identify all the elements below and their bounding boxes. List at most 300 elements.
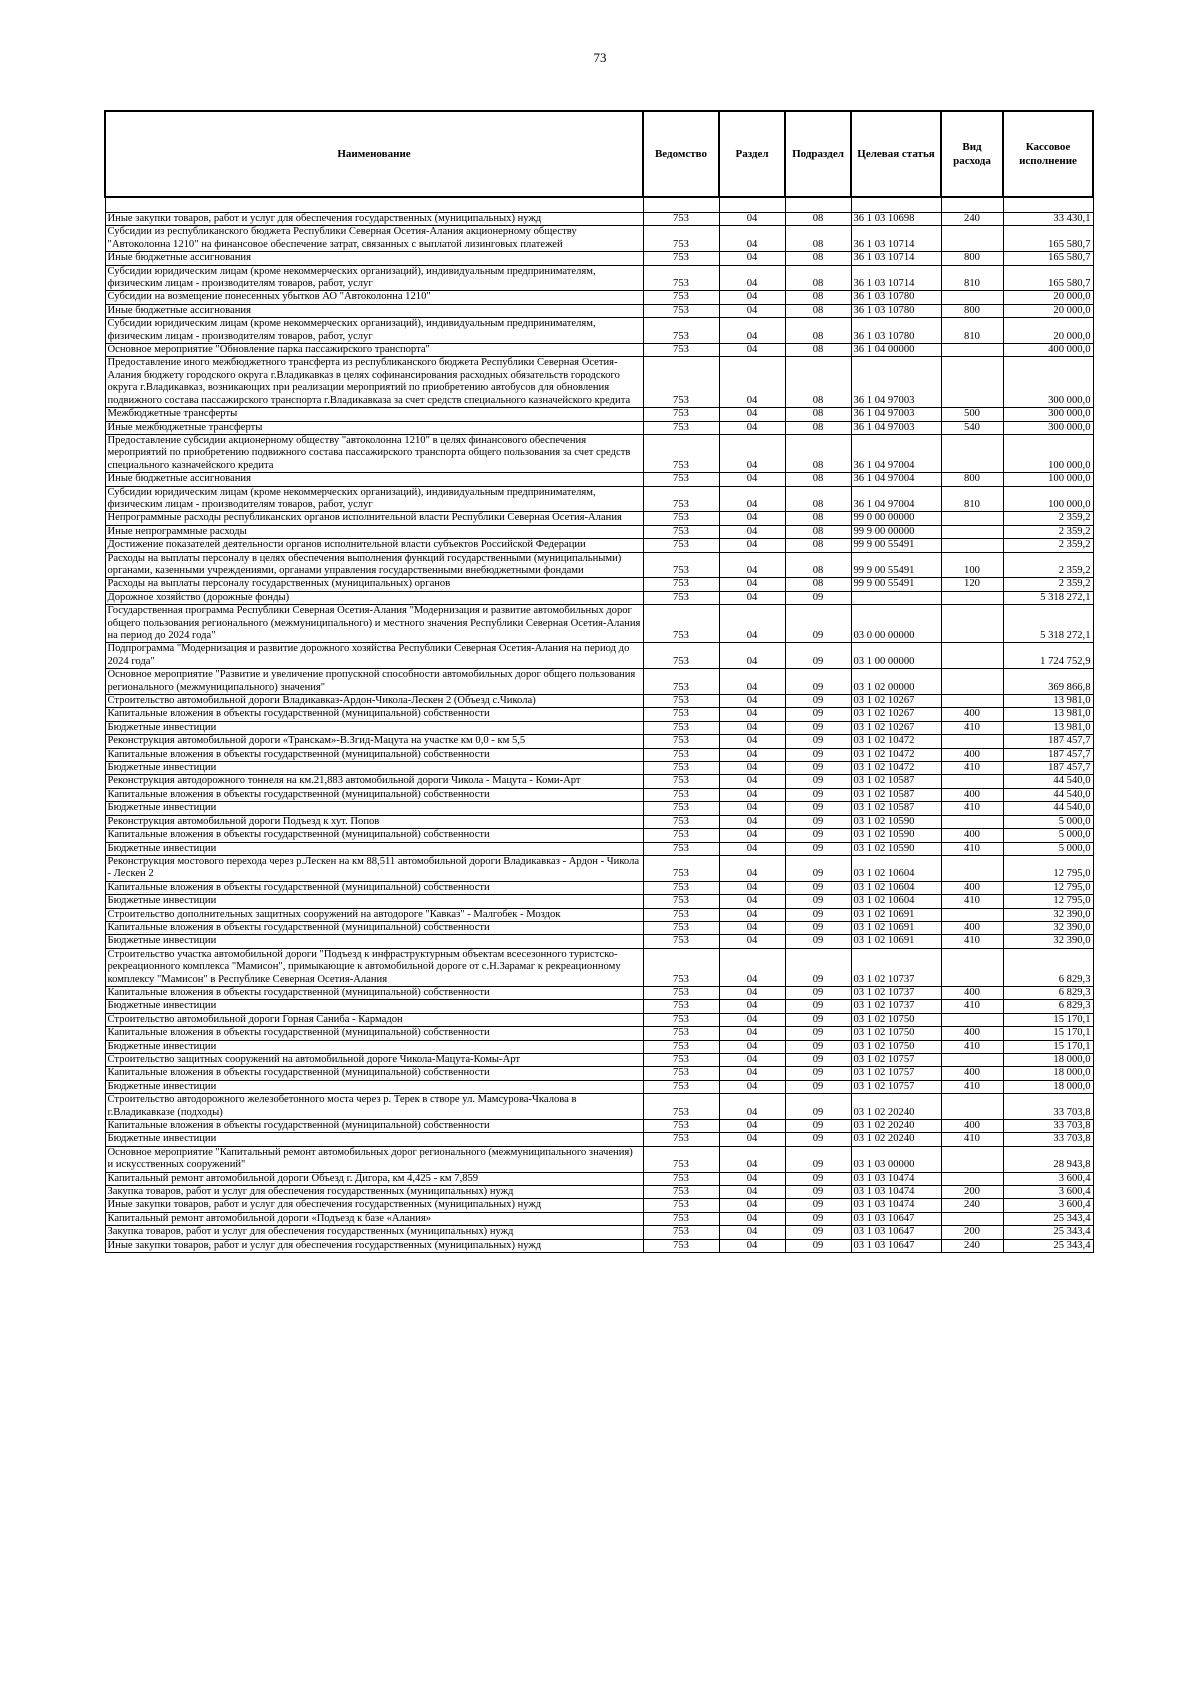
row-subsection: 09 [785, 1212, 851, 1225]
row-name: Субсидии из республиканского бюджета Республики Северная Осетия-Алания акционерному обществу "Автоколонна 1210" на финансовое обеспечение затрат, связанных с выплатой лизинговых платежей [105, 226, 643, 252]
row-name: Капитальные вложения в объекты государственной (муниципальной) собственности [105, 1120, 643, 1133]
table-row [105, 525, 1093, 538]
row-target-article: 36 1 04 97004 [851, 486, 941, 512]
row-target-article: 99 9 00 55491 [851, 539, 941, 552]
row-section: 04 [719, 948, 785, 986]
row-name: Реконструкция автомобильной дороги Подъезд к хут. Попов [105, 815, 643, 828]
row-name: Достижение показателей деятельности органов исполнительной власти субъектов Российской Федерации [105, 539, 643, 552]
row-section: 04 [719, 1239, 785, 1252]
row-subsection: 08 [785, 318, 851, 344]
row-expense-type [941, 591, 1003, 604]
row-section: 04 [719, 748, 785, 761]
row-cash-execution: 18 000,0 [1003, 1080, 1093, 1093]
row-expense-type: 410 [941, 1133, 1003, 1146]
row-subsection: 09 [785, 1040, 851, 1053]
table-row [105, 252, 1093, 265]
table-row [105, 421, 1093, 434]
row-target-article: 03 1 02 10472 [851, 762, 941, 775]
row-section: 04 [719, 539, 785, 552]
row-expense-type [941, 291, 1003, 304]
row-expense-type: 800 [941, 473, 1003, 486]
row-target-article: 03 1 02 10267 [851, 695, 941, 708]
row-expense-type: 800 [941, 304, 1003, 317]
row-expense-type: 400 [941, 881, 1003, 894]
row-section: 04 [719, 986, 785, 999]
row-section: 04 [719, 304, 785, 317]
table-row [105, 408, 1093, 421]
row-department: 753 [643, 1067, 719, 1080]
row-section: 04 [719, 1172, 785, 1185]
row-subsection: 09 [785, 643, 851, 669]
row-expense-type: 400 [941, 986, 1003, 999]
row-subsection: 09 [785, 788, 851, 801]
row-section: 04 [719, 318, 785, 344]
row-subsection: 09 [785, 855, 851, 881]
row-name: Иные непрограммные расходы [105, 525, 643, 538]
row-subsection: 09 [785, 721, 851, 734]
table-row [105, 1199, 1093, 1212]
budget-table [104, 110, 1094, 1253]
row-target-article: 03 1 03 00000 [851, 1146, 941, 1172]
row-target-article: 03 1 02 10267 [851, 708, 941, 721]
row-expense-type: 240 [941, 1239, 1003, 1252]
row-target-article: 36 1 04 97003 [851, 408, 941, 421]
row-target-article: 03 1 02 10587 [851, 775, 941, 788]
row-name: Капитальные вложения в объекты государственной (муниципальной) собственности [105, 1067, 643, 1080]
row-name: Иные бюджетные ассигнования [105, 304, 643, 317]
row-department: 753 [643, 986, 719, 999]
row-subsection: 09 [785, 605, 851, 643]
row-section: 04 [719, 1133, 785, 1146]
row-expense-type [941, 948, 1003, 986]
row-expense-type [941, 434, 1003, 472]
row-target-article: 03 1 02 00000 [851, 669, 941, 695]
row-cash-execution: 2 359,2 [1003, 552, 1093, 578]
row-department: 753 [643, 1054, 719, 1067]
row-department: 753 [643, 908, 719, 921]
row-expense-type: 500 [941, 408, 1003, 421]
row-cash-execution: 33 703,8 [1003, 1094, 1093, 1120]
row-department: 753 [643, 252, 719, 265]
row-section: 04 [719, 525, 785, 538]
row-subsection: 08 [785, 265, 851, 291]
table-row [105, 842, 1093, 855]
row-expense-type: 400 [941, 1120, 1003, 1133]
spacer-row [105, 197, 1093, 213]
row-department: 753 [643, 318, 719, 344]
row-target-article: 03 1 02 10737 [851, 1000, 941, 1013]
table-row [105, 775, 1093, 788]
row-expense-type [941, 695, 1003, 708]
row-target-article: 03 1 03 10474 [851, 1199, 941, 1212]
row-subsection: 09 [785, 735, 851, 748]
row-expense-type: 410 [941, 762, 1003, 775]
table-row [105, 304, 1093, 317]
table-row [105, 226, 1093, 252]
row-subsection: 08 [785, 434, 851, 472]
row-department: 753 [643, 1094, 719, 1120]
row-target-article: 03 1 02 10590 [851, 829, 941, 842]
row-target-article: 03 1 02 10757 [851, 1054, 941, 1067]
table-row [105, 1172, 1093, 1185]
table-row [105, 1067, 1093, 1080]
table-row [105, 643, 1093, 669]
table-row [105, 788, 1093, 801]
row-name: Предоставление субсидии акционерному обществу "автоколонна 1210" в целях финансового обеспечения мероприятий по приобретению подвижного состава пассажирского транспорта общего пользования за счет средств специального казначейского кредита [105, 434, 643, 472]
row-department: 753 [643, 213, 719, 226]
table-row [105, 552, 1093, 578]
row-name: Предоставление иного межбюджетного трансферта из республиканского бюджета Республики Северная Осетия-Алания бюджету городского округа г.Владикавказ в целях софинансирования расходных обязательств городского округа г.Владикавказ, возникающих при реализации мероприятий по приобретению автобусов для обновления подвижного состава пассажирского транспорта г.Владикавказа за счет средств специального казначейского кредита [105, 357, 643, 408]
row-department: 753 [643, 735, 719, 748]
row-cash-execution: 6 829,3 [1003, 948, 1093, 986]
row-subsection: 09 [785, 802, 851, 815]
row-section: 04 [719, 1212, 785, 1225]
row-department: 753 [643, 1212, 719, 1225]
row-subsection: 09 [785, 842, 851, 855]
table-row [105, 213, 1093, 226]
row-cash-execution: 32 390,0 [1003, 908, 1093, 921]
row-cash-execution: 32 390,0 [1003, 935, 1093, 948]
row-section: 04 [719, 1080, 785, 1093]
row-department: 753 [643, 775, 719, 788]
row-cash-execution: 3 600,4 [1003, 1172, 1093, 1185]
row-expense-type: 800 [941, 252, 1003, 265]
table-row [105, 539, 1093, 552]
row-subsection: 09 [785, 695, 851, 708]
table-row [105, 318, 1093, 344]
row-cash-execution: 3 600,4 [1003, 1186, 1093, 1199]
row-name: Иные межбюджетные трансферты [105, 421, 643, 434]
row-section: 04 [719, 1199, 785, 1212]
table-row [105, 578, 1093, 591]
row-expense-type [941, 1094, 1003, 1120]
row-subsection: 08 [785, 357, 851, 408]
row-cash-execution: 33 703,8 [1003, 1120, 1093, 1133]
row-section: 04 [719, 421, 785, 434]
row-cash-execution: 20 000,0 [1003, 291, 1093, 304]
row-expense-type [941, 775, 1003, 788]
row-cash-execution: 2 359,2 [1003, 512, 1093, 525]
row-target-article: 36 1 03 10780 [851, 291, 941, 304]
row-name: Иные закупки товаров, работ и услуг для обеспечения государственных (муниципальных) нужд [105, 213, 643, 226]
row-department: 753 [643, 1080, 719, 1093]
row-subsection: 09 [785, 1013, 851, 1026]
row-subsection: 09 [785, 1094, 851, 1120]
row-cash-execution: 165 580,7 [1003, 226, 1093, 252]
row-cash-execution: 1 724 752,9 [1003, 643, 1093, 669]
row-section: 04 [719, 552, 785, 578]
row-expense-type: 200 [941, 1186, 1003, 1199]
table-row [105, 1226, 1093, 1239]
row-cash-execution: 25 343,4 [1003, 1239, 1093, 1252]
row-section: 04 [719, 881, 785, 894]
table-row [105, 1186, 1093, 1199]
row-subsection: 09 [785, 1133, 851, 1146]
row-expense-type: 400 [941, 788, 1003, 801]
row-expense-type [941, 908, 1003, 921]
row-cash-execution: 33 430,1 [1003, 213, 1093, 226]
row-section: 04 [719, 829, 785, 842]
row-expense-type: 410 [941, 1080, 1003, 1093]
row-cash-execution: 6 829,3 [1003, 986, 1093, 999]
row-expense-type [941, 669, 1003, 695]
row-cash-execution: 5 000,0 [1003, 815, 1093, 828]
page-number: 73 [593, 50, 607, 65]
row-department: 753 [643, 539, 719, 552]
row-target-article: 03 0 00 00000 [851, 605, 941, 643]
row-subsection: 09 [785, 1172, 851, 1185]
row-name: Бюджетные инвестиции [105, 1040, 643, 1053]
row-department: 753 [643, 357, 719, 408]
row-expense-type: 200 [941, 1226, 1003, 1239]
row-department: 753 [643, 344, 719, 357]
row-target-article: 99 0 00 00000 [851, 512, 941, 525]
row-department: 753 [643, 291, 719, 304]
row-section: 04 [719, 1040, 785, 1053]
row-department: 753 [643, 552, 719, 578]
row-department: 753 [643, 1172, 719, 1185]
row-target-article: 03 1 02 10750 [851, 1013, 941, 1026]
row-cash-execution: 2 359,2 [1003, 525, 1093, 538]
row-cash-execution: 13 981,0 [1003, 695, 1093, 708]
row-expense-type: 400 [941, 748, 1003, 761]
row-cash-execution: 25 343,4 [1003, 1226, 1093, 1239]
table-row [105, 986, 1093, 999]
row-subsection: 09 [785, 1146, 851, 1172]
row-department: 753 [643, 948, 719, 986]
row-cash-execution: 100 000,0 [1003, 473, 1093, 486]
row-subsection: 09 [785, 908, 851, 921]
row-target-article: 36 1 04 97003 [851, 421, 941, 434]
header-subsection: Подраздел [785, 111, 851, 197]
row-cash-execution: 300 000,0 [1003, 408, 1093, 421]
row-subsection: 09 [785, 708, 851, 721]
row-department: 753 [643, 788, 719, 801]
row-name: Бюджетные инвестиции [105, 895, 643, 908]
row-department: 753 [643, 591, 719, 604]
row-section: 04 [719, 486, 785, 512]
row-expense-type: 810 [941, 265, 1003, 291]
row-expense-type: 410 [941, 1040, 1003, 1053]
row-cash-execution: 2 359,2 [1003, 578, 1093, 591]
row-target-article: 03 1 02 10750 [851, 1027, 941, 1040]
row-name: Расходы на выплаты персоналу государственных (муниципальных) органов [105, 578, 643, 591]
row-department: 753 [643, 578, 719, 591]
row-subsection: 09 [785, 591, 851, 604]
row-name: Капитальные вложения в объекты государственной (муниципальной) собственности [105, 788, 643, 801]
row-cash-execution: 5 318 272,1 [1003, 605, 1093, 643]
row-department: 753 [643, 1186, 719, 1199]
row-cash-execution: 187 457,7 [1003, 735, 1093, 748]
row-target-article: 36 1 03 10714 [851, 265, 941, 291]
row-target-article: 99 9 00 55491 [851, 578, 941, 591]
row-target-article: 36 1 04 97003 [851, 357, 941, 408]
row-section: 04 [719, 708, 785, 721]
row-name: Субсидии на возмещение понесенных убытков АО "Автоколонна 1210" [105, 291, 643, 304]
row-cash-execution: 5 318 272,1 [1003, 591, 1093, 604]
row-department: 753 [643, 1120, 719, 1133]
row-expense-type: 400 [941, 829, 1003, 842]
row-cash-execution: 369 866,8 [1003, 669, 1093, 695]
row-expense-type: 400 [941, 1067, 1003, 1080]
row-name: Капитальный ремонт автомобильной дороги «Подъезд к базе «Алания» [105, 1212, 643, 1225]
row-target-article: 03 1 02 20240 [851, 1133, 941, 1146]
row-subsection: 09 [785, 829, 851, 842]
row-name: Строительство защитных сооружений на автомобильной дороге Чикола-Мацута-Комы-Арт [105, 1054, 643, 1067]
row-section: 04 [719, 855, 785, 881]
row-subsection: 08 [785, 421, 851, 434]
row-subsection: 08 [785, 512, 851, 525]
row-section: 04 [719, 921, 785, 934]
row-department: 753 [643, 721, 719, 734]
row-subsection: 08 [785, 291, 851, 304]
row-name: Бюджетные инвестиции [105, 935, 643, 948]
row-name: Непрограммные расходы республиканских органов исполнительной власти Республики Северная Осетия-Алания [105, 512, 643, 525]
row-subsection: 08 [785, 252, 851, 265]
row-section: 04 [719, 1120, 785, 1133]
row-subsection: 08 [785, 213, 851, 226]
row-section: 04 [719, 473, 785, 486]
header-name: Наименование [105, 111, 643, 197]
row-cash-execution: 44 540,0 [1003, 775, 1093, 788]
row-department: 753 [643, 1199, 719, 1212]
row-department: 753 [643, 762, 719, 775]
row-section: 04 [719, 669, 785, 695]
row-name: Субсидии юридическим лицам (кроме некоммерческих организаций), индивидуальным предпринимателям, физическим лицам - производителям товаров, работ, услуг [105, 486, 643, 512]
row-name: Строительство автомобильной дороги Горная Саниба - Кармадон [105, 1013, 643, 1026]
row-section: 04 [719, 1146, 785, 1172]
row-department: 753 [643, 1239, 719, 1252]
row-subsection: 08 [785, 552, 851, 578]
row-cash-execution: 33 703,8 [1003, 1133, 1093, 1146]
row-target-article: 03 1 02 10737 [851, 948, 941, 986]
row-department: 753 [643, 304, 719, 317]
row-subsection: 09 [785, 1027, 851, 1040]
row-name: Бюджетные инвестиции [105, 721, 643, 734]
row-expense-type: 410 [941, 721, 1003, 734]
row-subsection: 09 [785, 1226, 851, 1239]
row-department: 753 [643, 605, 719, 643]
row-section: 04 [719, 1000, 785, 1013]
row-name: Межбюджетные трансферты [105, 408, 643, 421]
row-name: Бюджетные инвестиции [105, 842, 643, 855]
row-subsection: 09 [785, 986, 851, 999]
row-cash-execution: 20 000,0 [1003, 304, 1093, 317]
row-section: 04 [719, 695, 785, 708]
row-cash-execution: 400 000,0 [1003, 344, 1093, 357]
row-name: Реконструкция мостового перехода через р.Лескен на км 88,511 автомобильной дороги Владикавказ - Ардон - Чикола - Лескен 2 [105, 855, 643, 881]
row-expense-type: 540 [941, 421, 1003, 434]
row-name: Капитальные вложения в объекты государственной (муниципальной) собственности [105, 921, 643, 934]
row-target-article: 03 1 02 10587 [851, 788, 941, 801]
row-expense-type: 410 [941, 802, 1003, 815]
row-cash-execution: 187 457,7 [1003, 762, 1093, 775]
row-expense-type: 410 [941, 935, 1003, 948]
row-expense-type [941, 605, 1003, 643]
table-header-row [105, 111, 1093, 197]
row-cash-execution: 15 170,1 [1003, 1040, 1093, 1053]
row-department: 753 [643, 434, 719, 472]
row-department: 753 [643, 1133, 719, 1146]
row-name: Основное мероприятие "Капитальный ремонт автомобильных дорог регионального (межмуниципального значения) и искусственных сооружений" [105, 1146, 643, 1172]
table-row [105, 486, 1093, 512]
row-target-article: 03 1 03 10647 [851, 1212, 941, 1225]
row-cash-execution: 12 795,0 [1003, 855, 1093, 881]
row-cash-execution: 13 981,0 [1003, 708, 1093, 721]
row-section: 04 [719, 1027, 785, 1040]
row-name: Иные закупки товаров, работ и услуг для обеспечения государственных (муниципальных) нужд [105, 1239, 643, 1252]
row-section: 04 [719, 935, 785, 948]
row-department: 753 [643, 881, 719, 894]
table-row [105, 1040, 1093, 1053]
row-name: Расходы на выплаты персоналу в целях обеспечения выполнения функций государственными (муниципальными) органами, казенными учреждениями, органами управления государственными внебюджетными фондами [105, 552, 643, 578]
row-target-article: 03 1 02 10590 [851, 815, 941, 828]
row-target-article: 36 1 04 97004 [851, 434, 941, 472]
row-expense-type [941, 1054, 1003, 1067]
row-target-article: 03 1 02 10750 [851, 1040, 941, 1053]
row-section: 04 [719, 434, 785, 472]
row-section: 04 [719, 788, 785, 801]
row-subsection: 09 [785, 1000, 851, 1013]
row-target-article [851, 591, 941, 604]
table-row [105, 1013, 1093, 1026]
row-target-article: 03 1 02 10604 [851, 855, 941, 881]
row-cash-execution: 18 000,0 [1003, 1067, 1093, 1080]
table-row [105, 265, 1093, 291]
row-cash-execution: 100 000,0 [1003, 434, 1093, 472]
row-subsection: 08 [785, 486, 851, 512]
row-cash-execution: 2 359,2 [1003, 539, 1093, 552]
table-row [105, 695, 1093, 708]
row-cash-execution: 28 943,8 [1003, 1146, 1093, 1172]
table-row [105, 605, 1093, 643]
row-section: 04 [719, 226, 785, 252]
table-row [105, 802, 1093, 815]
row-target-article: 03 1 03 10647 [851, 1226, 941, 1239]
row-cash-execution: 18 000,0 [1003, 1054, 1093, 1067]
row-name: Капитальные вложения в объекты государственной (муниципальной) собственности [105, 748, 643, 761]
row-target-article: 03 1 02 10757 [851, 1067, 941, 1080]
row-target-article: 03 1 02 10604 [851, 881, 941, 894]
row-target-article: 03 1 03 10474 [851, 1172, 941, 1185]
row-section: 04 [719, 605, 785, 643]
row-subsection: 09 [785, 1054, 851, 1067]
row-department: 753 [643, 855, 719, 881]
row-expense-type [941, 1172, 1003, 1185]
row-cash-execution: 25 343,4 [1003, 1212, 1093, 1225]
row-department: 753 [643, 895, 719, 908]
row-name: Иные закупки товаров, работ и услуг для обеспечения государственных (муниципальных) нужд [105, 1199, 643, 1212]
row-cash-execution: 300 000,0 [1003, 357, 1093, 408]
row-name: Подпрограмма "Модернизация и развитие дорожного хозяйства Республики Северная Осетия-Алания на период до 2024 года" [105, 643, 643, 669]
row-name: Капитальный ремонт автомобильной дороги Объезд г. Дигора, км 4,425 - км 7,859 [105, 1172, 643, 1185]
row-expense-type [941, 1013, 1003, 1026]
row-subsection: 08 [785, 408, 851, 421]
row-subsection: 09 [785, 1080, 851, 1093]
row-target-article: 36 1 03 10780 [851, 304, 941, 317]
row-cash-execution: 187 457,7 [1003, 748, 1093, 761]
row-expense-type [941, 226, 1003, 252]
row-cash-execution: 44 540,0 [1003, 788, 1093, 801]
table-row [105, 1120, 1093, 1133]
row-name: Капитальные вложения в объекты государственной (муниципальной) собственности [105, 1027, 643, 1040]
row-cash-execution: 15 170,1 [1003, 1013, 1093, 1026]
row-department: 753 [643, 226, 719, 252]
table-row [105, 948, 1093, 986]
row-name: Дорожное хозяйство (дорожные фонды) [105, 591, 643, 604]
table-row [105, 1239, 1093, 1252]
row-subsection: 09 [785, 921, 851, 934]
